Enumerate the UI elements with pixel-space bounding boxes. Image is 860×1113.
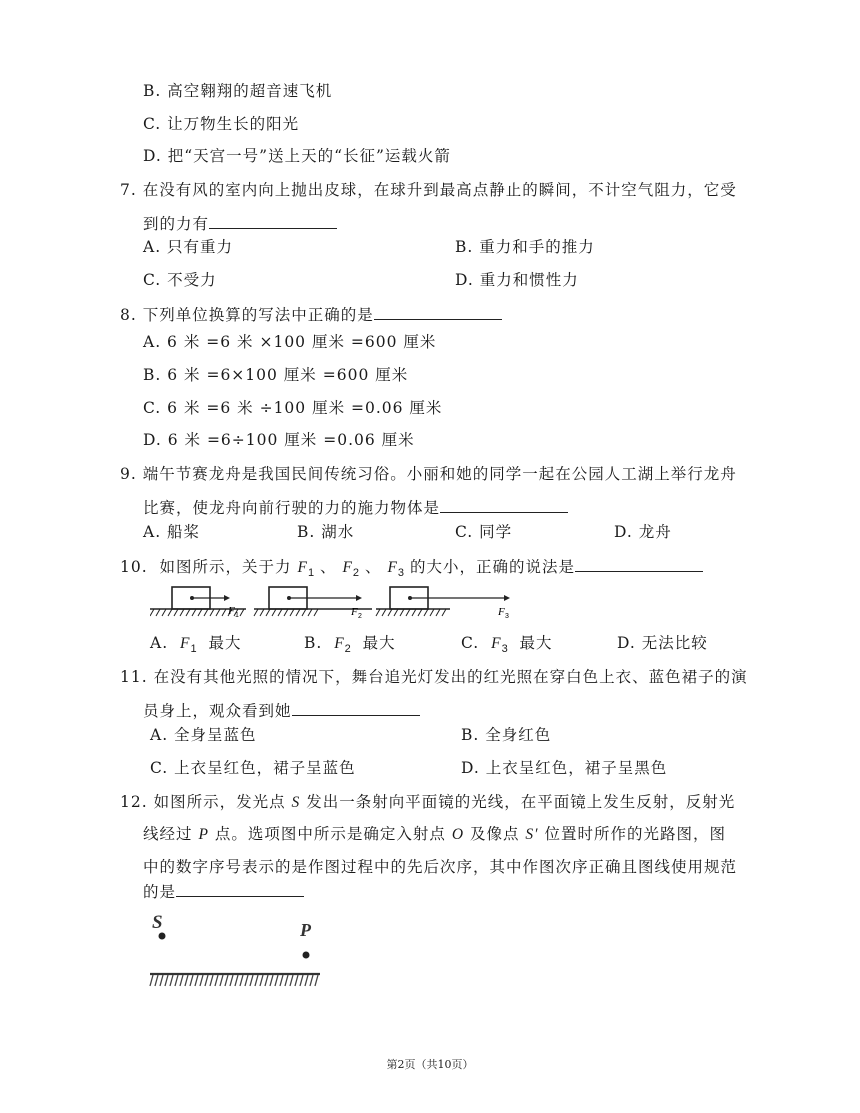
q8-option-a: A. 6 米 =6 米 ×100 厘米 =600 厘米 (143, 333, 437, 351)
q8-option-c: C. 6 米 =6 米 ÷100 厘米 =0.06 厘米 (143, 399, 443, 417)
answer-blank[interactable] (209, 212, 337, 229)
mirror-hatching (150, 975, 318, 986)
q10-text: 如图所示，关于力 (159, 558, 292, 576)
q12-text: 点。选项图中所示是确定入射点 (214, 825, 446, 843)
q9-option-a: A. 船桨 (143, 523, 201, 541)
q10-option-b (304, 632, 396, 660)
q11-stem-text: 员身上，观众看到她 (143, 702, 292, 720)
subscript: 3 (501, 643, 508, 656)
option-letter: C. (461, 634, 480, 652)
q12-text: 及像点 (469, 825, 520, 843)
symbol-f: F (179, 635, 191, 652)
q9-option-b: B. 湖水 (297, 523, 355, 541)
q12-stem-line4 (143, 880, 304, 903)
page-footer: 第2页（共10页） (386, 1058, 474, 1071)
q7-stem-text: 到的力有 (143, 215, 210, 233)
q10-option-c (461, 632, 553, 660)
option-letter: B. (304, 634, 323, 652)
symbol-s-prime: S′ (525, 826, 539, 843)
q8-option-b: B. 6 米 =6×100 厘米 =600 厘米 (143, 366, 409, 384)
q12-stem-text: 的是 (143, 883, 177, 901)
q10-option-d: D. 无法比较 (617, 634, 708, 652)
force-diagram (150, 585, 530, 621)
label-f3-sub: 3 (505, 613, 509, 620)
label-p: P (300, 920, 311, 940)
q8-stem-text: 8. 下列单位换算的写法中正确的是 (120, 306, 374, 324)
answer-blank[interactable] (176, 880, 304, 897)
symbol-f: F (334, 635, 345, 652)
symbol-f: F (342, 559, 353, 576)
q12-stem-line1 (120, 791, 735, 814)
subscript: 1 (307, 567, 315, 580)
separator: 、 (320, 558, 337, 576)
q12-text: 位置时所作的光路图，图 (544, 825, 726, 843)
q7-stem-line1: 7. 在没有风的室内向上抛出皮球，在球升到最高点静止的瞬间，不计空气阻力，它受 (120, 181, 737, 199)
q12-text: 发出一条射向平面镜的光线，在平面镜上发生反射，反射光 (306, 793, 736, 811)
q10-stem (120, 555, 703, 584)
q9-stem-line1: 9. 端午节赛龙舟是我国民间传统习俗。小丽和她的同学一起在公园人工湖上举行龙舟 (120, 465, 737, 483)
q7-option-c: C. 不受力 (143, 271, 217, 289)
q8-stem (120, 303, 502, 326)
answer-blank[interactable] (292, 699, 420, 716)
point-p (303, 952, 310, 959)
q7-option-b: B. 重力和手的推力 (455, 238, 595, 256)
q9-stem-line2 (143, 496, 568, 519)
separator: 、 (364, 558, 382, 576)
label-f1-sub: 1 (235, 612, 239, 619)
point-s (159, 933, 166, 940)
q12-stem-line3: 中的数字序号表示的是作图过程中的先后次序，其中作图次序正确且图线使用规范 (143, 858, 738, 876)
q11-option-a: A. 全身呈蓝色 (150, 726, 257, 744)
label-f2: F (351, 606, 358, 618)
symbol-o: O (451, 826, 465, 843)
answer-blank[interactable] (575, 555, 703, 572)
q7-stem-line2 (143, 212, 337, 235)
q6-option-b: B. 高空翱翔的超音速飞机 (143, 82, 333, 100)
answer-blank[interactable] (374, 303, 502, 320)
option-text: 最大 (519, 634, 553, 652)
q10-option-a (150, 632, 241, 660)
subscript: 1 (190, 643, 197, 656)
q6-option-c: C. 让万物生长的阳光 (143, 115, 300, 133)
subscript: 2 (352, 567, 360, 580)
symbol-f: F (297, 559, 308, 576)
block-f3 (376, 587, 510, 616)
q11-option-b: B. 全身红色 (461, 726, 552, 744)
q6-option-d: D. 把“天宫一号”送上天的“长征”运载火箭 (143, 147, 451, 165)
label-s: S (152, 912, 163, 933)
q11-option-c: C. 上衣呈红色，裙子呈蓝色 (150, 759, 356, 777)
subscript: 2 (344, 643, 351, 656)
q7-option-d: D. 重力和惯性力 (455, 271, 579, 289)
label-f1: F (228, 605, 235, 617)
mirror-diagram (148, 910, 328, 990)
q9-option-c: C. 同学 (455, 523, 513, 541)
symbol-p: P (198, 826, 209, 843)
q9-stem-text: 比赛，使龙舟向前行驶的力的施力物体是 (143, 499, 441, 517)
q12-stem-line2 (143, 823, 726, 846)
q8-option-d: D. 6 米 =6÷100 厘米 =0.06 厘米 (143, 431, 415, 449)
q10-text: 的大小，正确的说法是 (409, 558, 575, 576)
q7-option-a: A. 只有重力 (143, 238, 234, 256)
label-f3: F (498, 606, 505, 618)
option-letter: A. (150, 634, 169, 652)
option-text: 最大 (362, 634, 396, 652)
q11-stem-line1: 11. 在没有其他光照的情况下，舞台追光灯发出的红光照在穿白色上衣、蓝色裙子的演 (120, 668, 748, 686)
subscript: 3 (397, 567, 405, 580)
q10-number: 10. (120, 558, 148, 576)
symbol-s: S (291, 794, 301, 811)
q11-option-d: D. 上衣呈红色，裙子呈黑色 (461, 759, 668, 777)
option-text: 最大 (208, 634, 242, 652)
label-f2-sub: 2 (358, 613, 362, 620)
q12-text: 12. 如图所示，发光点 (120, 793, 286, 811)
symbol-f: F (491, 635, 502, 652)
q9-option-d: D. 龙舟 (614, 523, 672, 541)
q12-text: 线经过 (143, 825, 193, 843)
q11-stem-line2 (143, 699, 420, 722)
answer-blank[interactable] (440, 496, 568, 513)
symbol-f: F (387, 559, 398, 576)
